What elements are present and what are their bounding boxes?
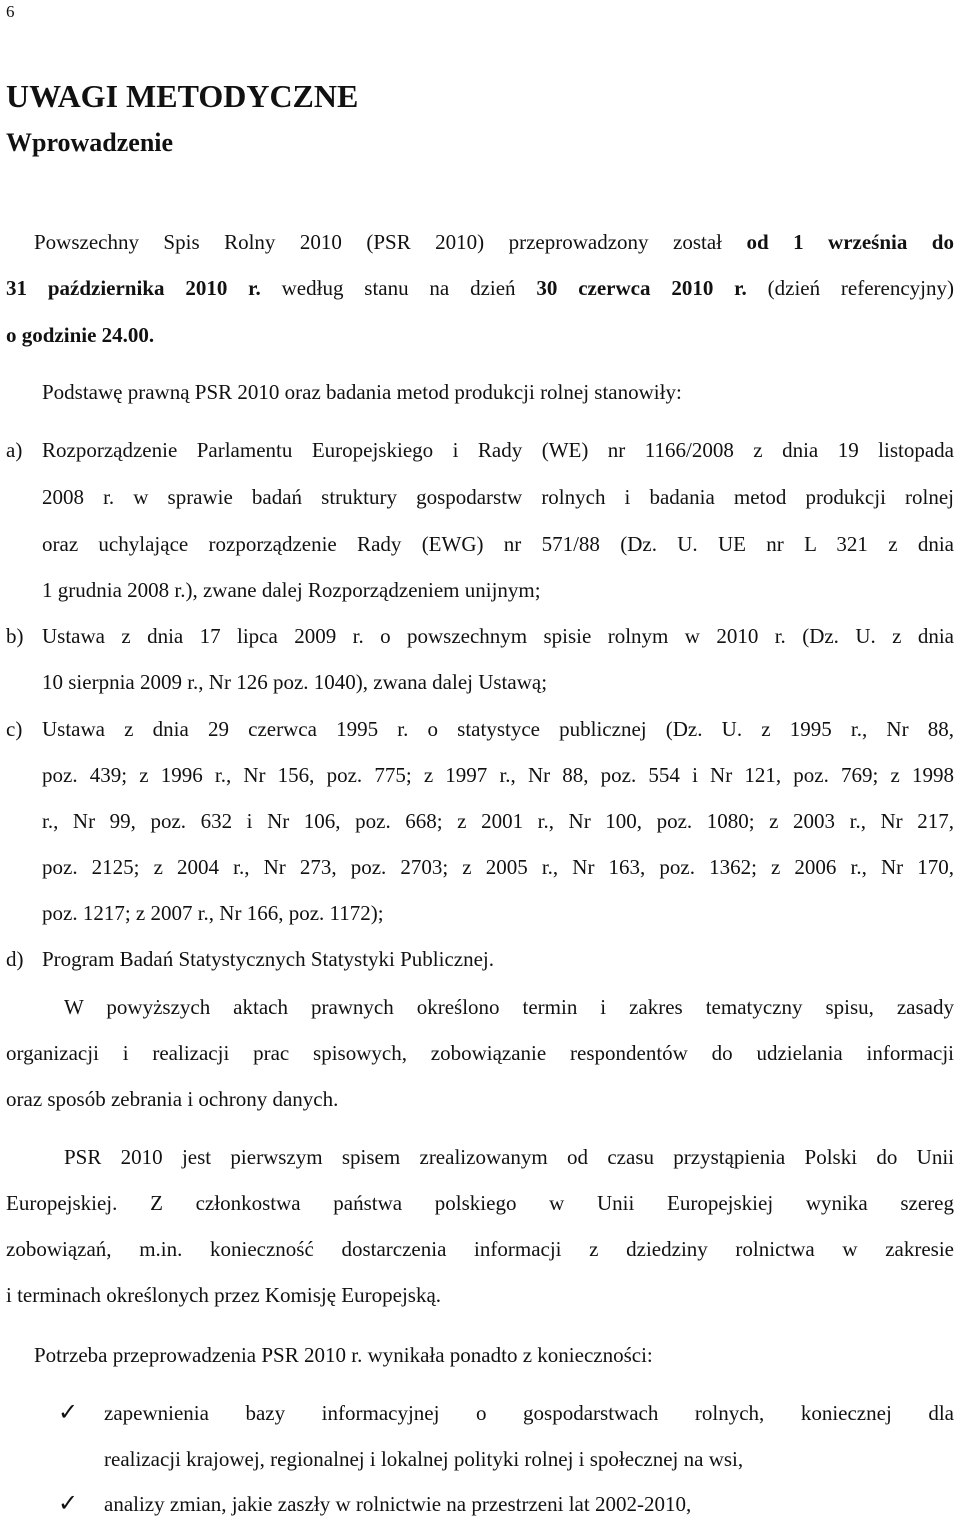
intro-text: Powszechny Spis Rolny 2010 (PSR 2010) przeprowadzony został <box>34 230 747 254</box>
list-c-line-2: poz. 439; z 1996 r., Nr 156, poz. 775; z 1997 r., Nr 88, poz. 554 i Nr 121, poz. 769; z 1998 <box>42 763 954 787</box>
intro-text: według stanu na dzień <box>260 276 537 300</box>
bullet-1-line-2: realizacji krajowej, regionalnej i lokalnej polityki rolnej i społecznej na wsi, <box>104 1447 744 1471</box>
list-a-line-4: 1 grudnia 2008 r.), zwane dalej Rozporządzeniem unijnym; <box>42 578 541 602</box>
intro-line-2 <box>6 274 954 302</box>
list-label-d: d) <box>6 947 24 971</box>
list-a-line-3: oraz uchylające rozporządzenie Rady (EWG) nr 571/88 (Dz. U. UE nr L 321 z dnia <box>42 532 954 556</box>
checkmark-icon: ✓ <box>58 1491 79 1517</box>
para3-line: Potrzeba przeprowadzenia PSR 2010 r. wynikała ponadto z konieczności: <box>34 1343 653 1367</box>
intro-line-1 <box>34 228 954 256</box>
checkmark-icon: ✓ <box>58 1400 79 1426</box>
para1-line-3: oraz sposób zebrania i ochrony danych. <box>6 1087 339 1111</box>
list-c-line-3: r., Nr 99, poz. 632 i Nr 106, poz. 668; z 2001 r., Nr 100, poz. 1080; z 2003 r., Nr 217, <box>42 809 954 833</box>
intro-bold-time: o godzinie 24.00. <box>6 323 155 347</box>
list-b-line-1: Ustawa z dnia 17 lipca 2009 r. o powszechnym spisie rolnym w 2010 r. (Dz. U. z dnia <box>42 624 954 648</box>
bullet-1-line-1: zapewnienia bazy informacyjnej o gospodarstwach rolnych, koniecznej dla <box>104 1401 954 1425</box>
list-c-line-4: poz. 2125; z 2004 r., Nr 273, poz. 2703; z 2005 r., Nr 163, poz. 1362; z 2006 r., Nr 170, <box>42 855 954 879</box>
list-label-a: a) <box>6 438 23 462</box>
intro-bold-date: 30 czerwca 2010 r. <box>536 276 747 300</box>
intro-text: (dzień referencyjny) <box>746 276 955 300</box>
para1-line-1: W powyższych aktach prawnych określono termin i zakres tematyczny spisu, zasady <box>64 995 954 1019</box>
list-d-line-1: Program Badań Statystycznych Statystyki Publicznej. <box>42 947 495 971</box>
list-label-b: b) <box>6 624 24 648</box>
para1-line-2: organizacji i realizacji prac spisowych, zobowiązanie respondentów do udzielania informacji <box>6 1041 954 1065</box>
list-c-line-5: poz. 1217; z 2007 r., Nr 166, poz. 1172); <box>42 901 384 925</box>
para2-line-3: zobowiązań, m.in. konieczność dostarczenia informacji z dziedziny rolnictwa w zakresie <box>6 1237 954 1261</box>
page-title: UWAGI METODYCZNE <box>6 78 359 114</box>
para2-line-4: i terminach określonych przez Komisję Europejską. <box>6 1283 442 1307</box>
list-a-line-2: 2008 r. w sprawie badań struktury gospodarstw rolnych i badania metod produkcji rolnej <box>42 485 954 509</box>
para2-line-2: Europejskiej. Z członkostwa państwa polskiego w Unii Europejskiej wynika szereg <box>6 1191 954 1215</box>
list-a-line-1: Rozporządzenie Parlamentu Europejskiego i Rady (WE) nr 1166/2008 z dnia 19 listopada <box>42 438 954 462</box>
legal-basis-intro: Podstawę prawną PSR 2010 oraz badania metod produkcji rolnej stanowiły: <box>42 380 682 404</box>
intro-line-3 <box>6 321 154 349</box>
list-label-c: c) <box>6 717 23 741</box>
bullet-2-line-1: analizy zmian, jakie zaszły w rolnictwie na przestrzeni lat 2002-2010, <box>104 1492 692 1516</box>
section-subtitle: Wprowadzenie <box>6 128 174 157</box>
page-number: 6 <box>6 2 15 21</box>
para2-line-1: PSR 2010 jest pierwszym spisem zrealizowanym od czasu przystąpienia Polski do Unii <box>64 1145 954 1169</box>
intro-bold-date: 31 października 2010 r. <box>6 276 261 300</box>
intro-bold-date: od 1 września do <box>746 230 954 254</box>
list-b-line-2: 10 sierpnia 2009 r., Nr 126 poz. 1040), zwana dalej Ustawą; <box>42 670 548 694</box>
list-c-line-1: Ustawa z dnia 29 czerwca 1995 r. o statystyce publicznej (Dz. U. z 1995 r., Nr 88, <box>42 717 954 741</box>
